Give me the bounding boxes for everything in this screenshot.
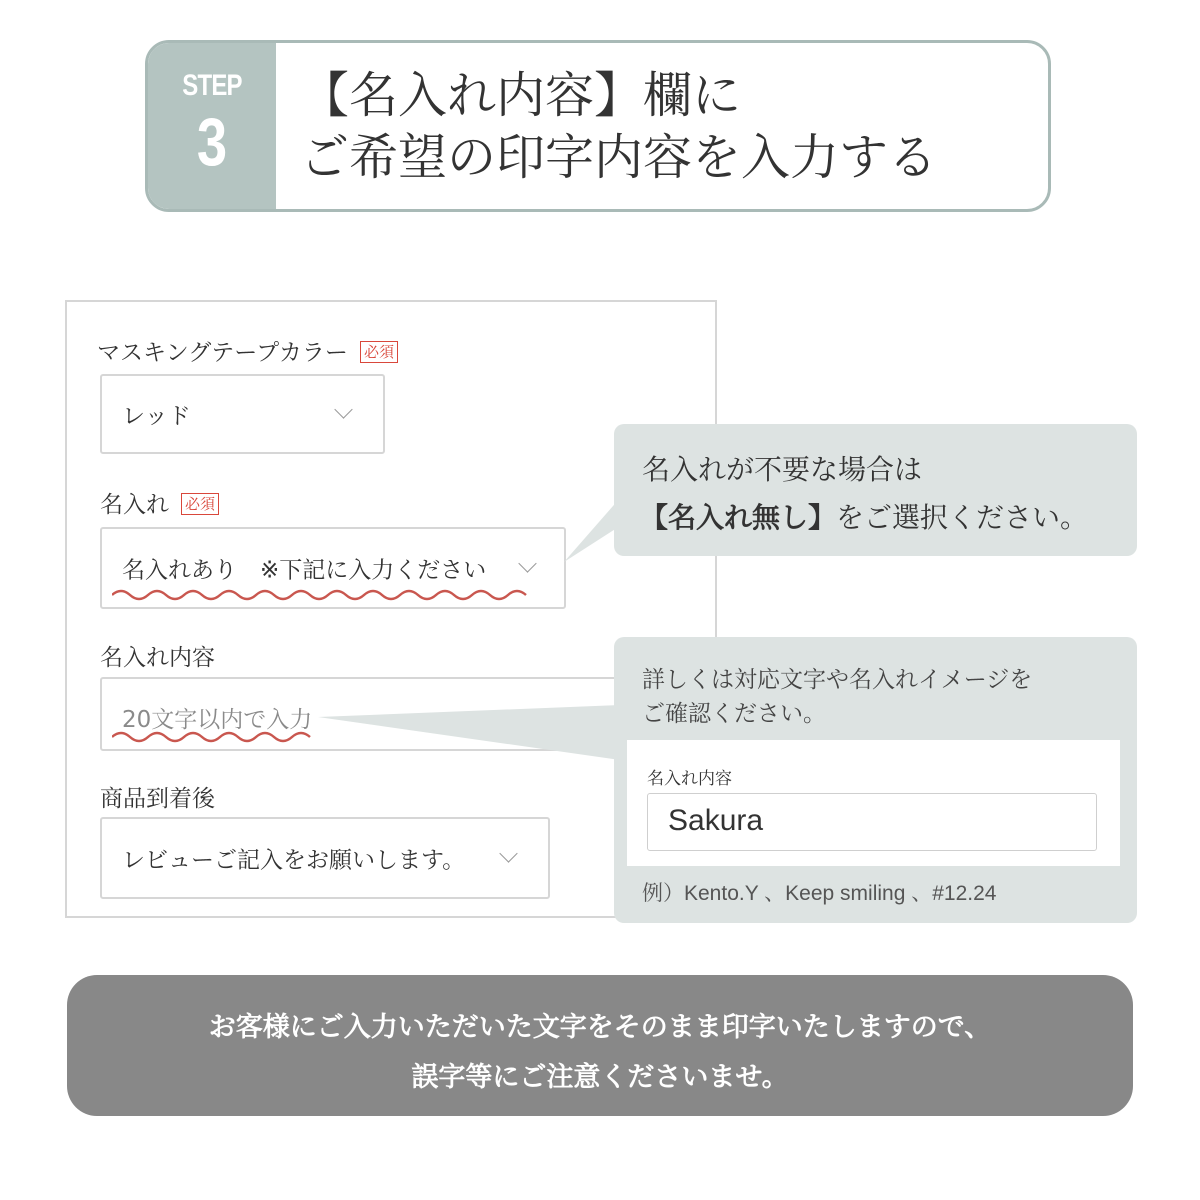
notice-line1: お客様にご入力いただいた文字をそのまま印字いたしますので、 xyxy=(208,1012,992,1043)
tape-color-label-text: マスキングテープカラー xyxy=(97,340,348,366)
callout-detail-line1: 詳しくは対応文字や名入れイメージを xyxy=(642,667,1033,693)
name-content-placeholder: 20文字以内で入力 xyxy=(122,707,313,733)
callout-detail xyxy=(614,637,1137,923)
notice-banner xyxy=(67,975,1133,1116)
tape-color-value: レッド xyxy=(122,403,191,430)
required-badge: 必須 xyxy=(360,341,398,363)
step-label: STEP xyxy=(182,69,242,102)
example-field-label: 名入れ内容 xyxy=(647,769,732,789)
example-field-value: Sakura xyxy=(668,804,764,837)
example-text: 例）Kento.Y 、Keep smiling 、#12.24 xyxy=(642,882,997,905)
name-option-value: 名入れあり ※下記に入力ください xyxy=(122,557,487,584)
step-number: 3 xyxy=(196,104,228,180)
callout-pointer-2 xyxy=(318,705,620,760)
name-option-label-text: 名入れ xyxy=(100,492,169,518)
name-content-label: 名入れ内容 xyxy=(100,645,215,671)
after-arrival-value: レビューご記入をお願いします。 xyxy=(122,847,466,874)
step-title-line2: ご希望の印字内容を入力する xyxy=(300,129,938,186)
callout-detail-line2: ご確認ください。 xyxy=(642,701,826,727)
notice-line2: 誤字等にご注意くださいませ。 xyxy=(411,1062,789,1093)
example-field-card xyxy=(627,740,1120,866)
example-field-input xyxy=(647,793,1097,851)
callout-no-name-rest: をご選択ください。 xyxy=(836,501,1089,534)
callout-no-name xyxy=(614,424,1137,556)
callout-no-name-line1: 名入れが不要な場合は xyxy=(642,453,923,486)
callout-no-name-line2 xyxy=(640,496,1088,536)
required-badge: 必須 xyxy=(181,493,219,515)
step-title-line1: 【名入れ内容】欄に xyxy=(300,67,742,124)
after-arrival-label: 商品到着後 xyxy=(100,786,215,812)
callout-pointer-1 xyxy=(564,498,620,562)
callout-no-name-emphasis: 【名入れ無し】 xyxy=(640,501,837,534)
